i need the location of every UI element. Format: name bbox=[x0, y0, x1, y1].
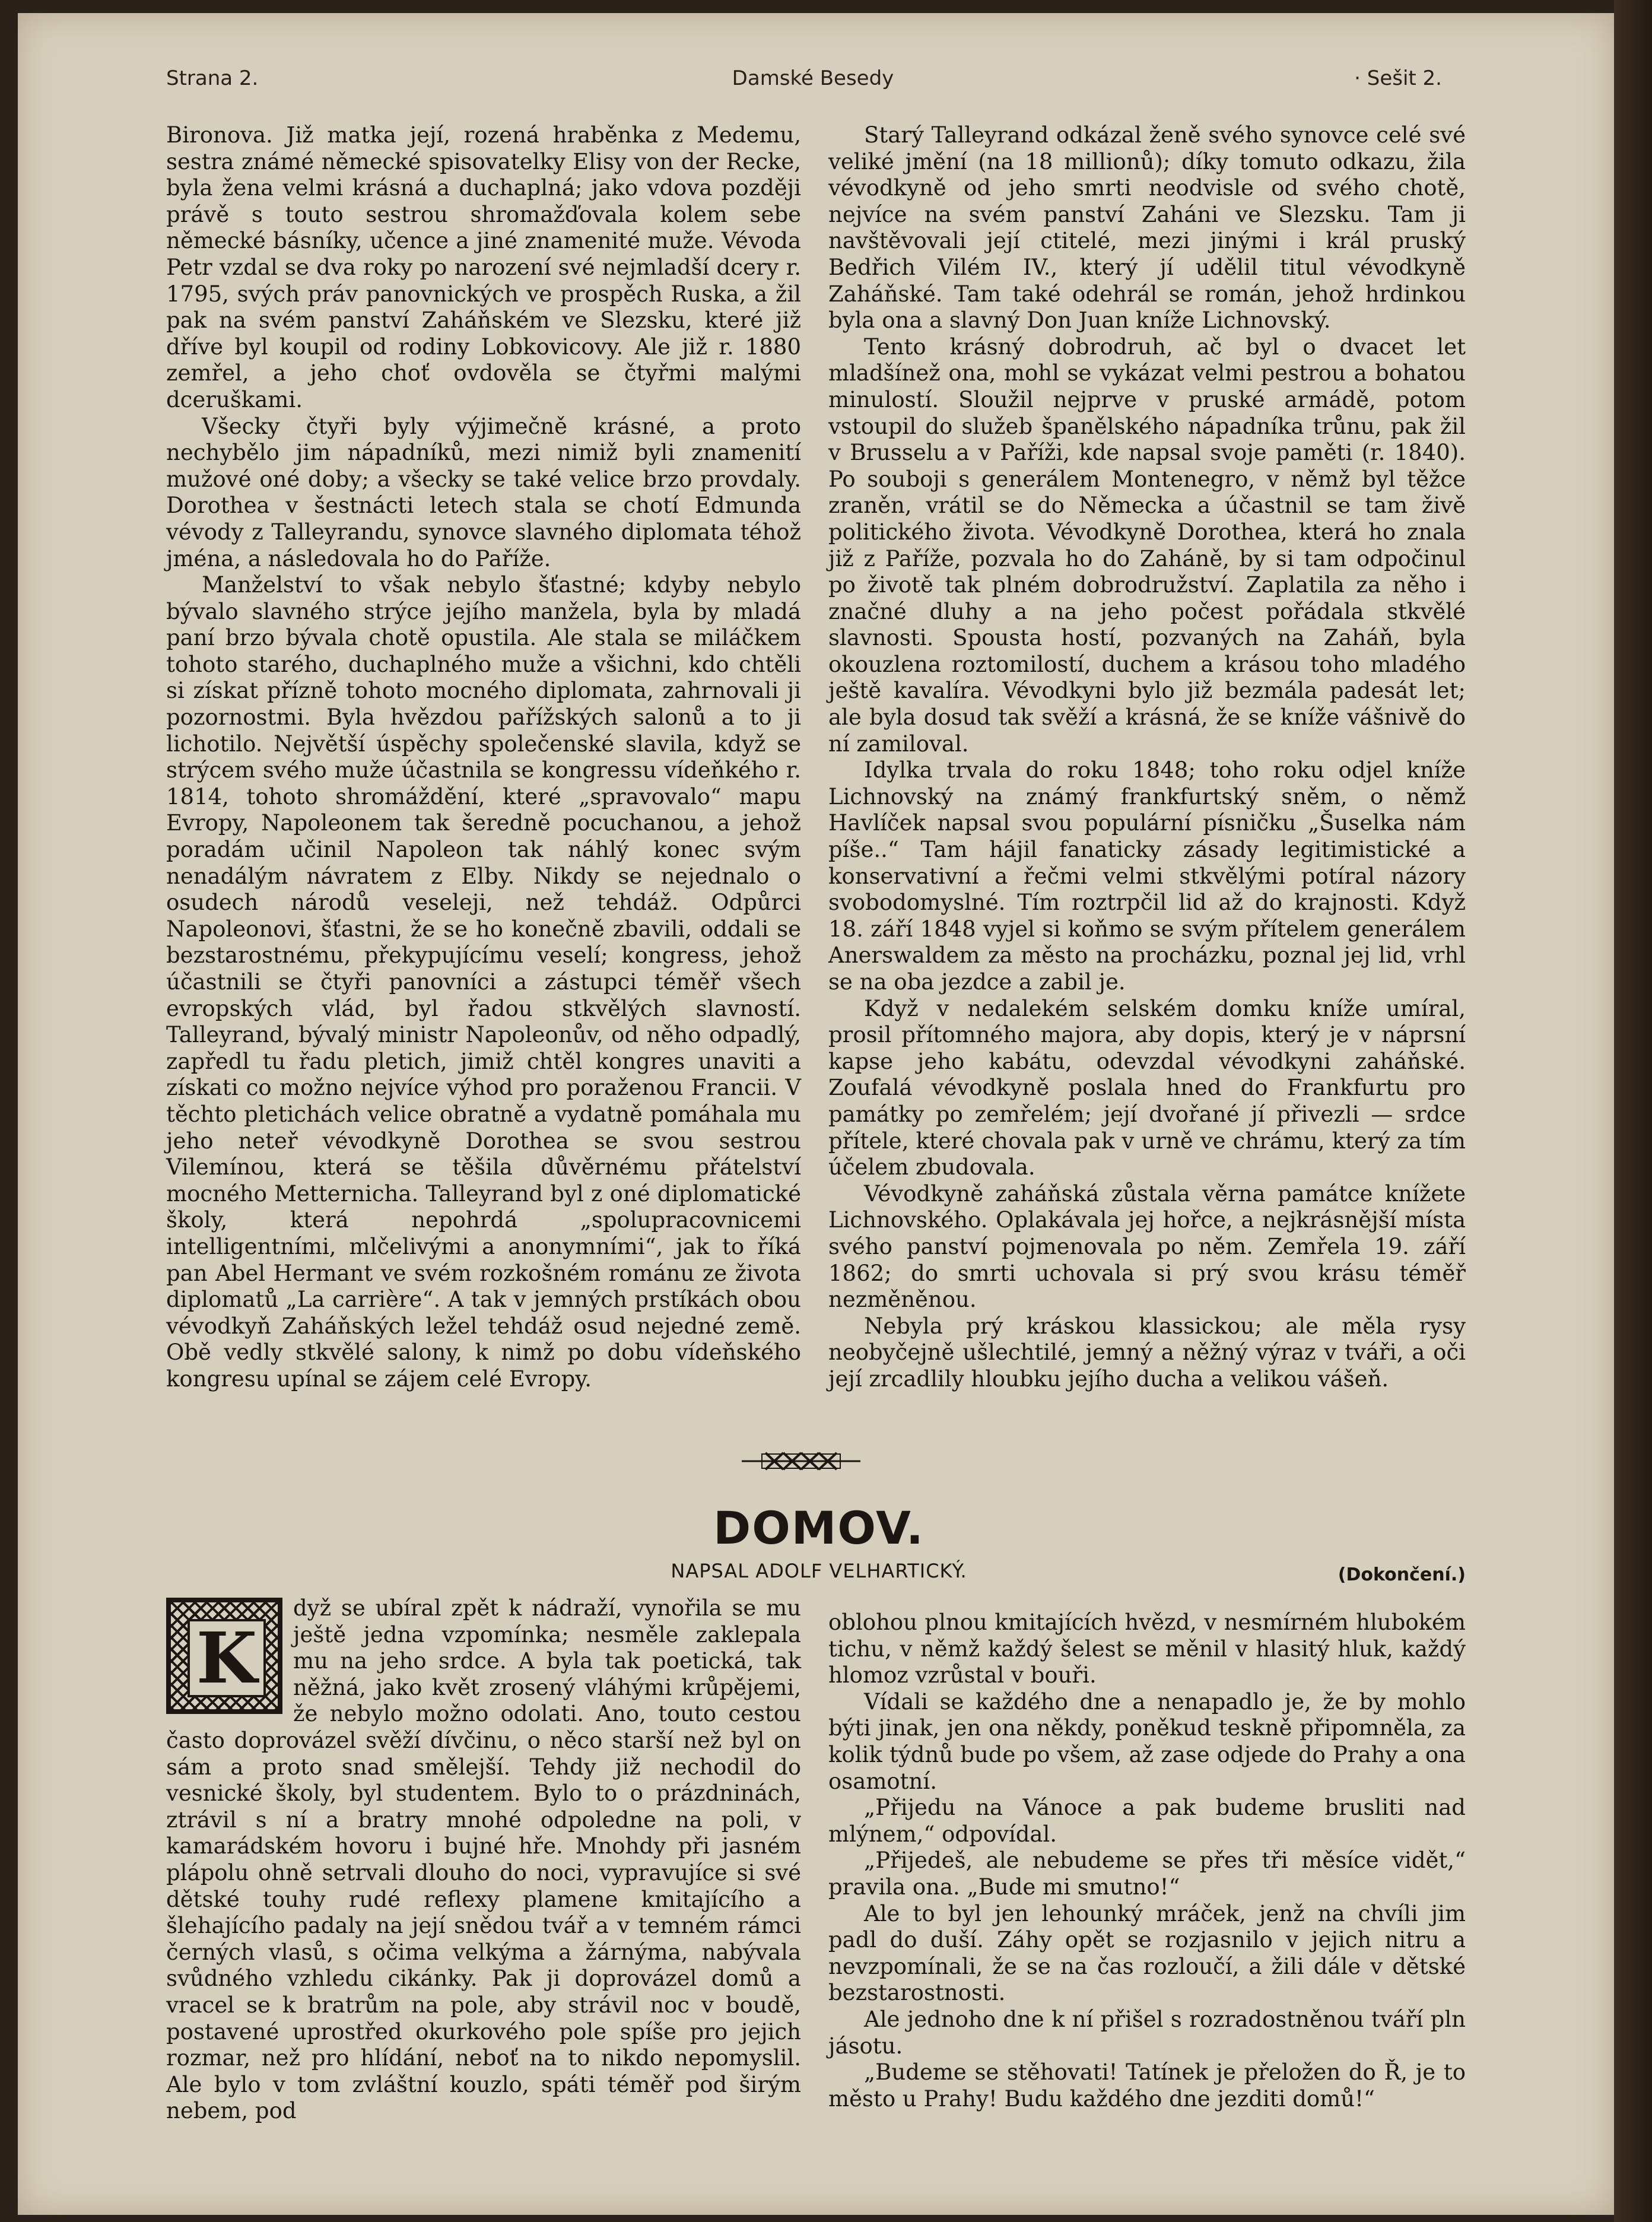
story-byline: NAPSAL ADOLF VELHARTICKÝ. bbox=[671, 1560, 967, 1582]
story-title: DOMOV. bbox=[713, 1502, 925, 1554]
drop-cap-letter: K bbox=[188, 1619, 266, 1697]
issue-number-header: · Sešit 2. bbox=[1354, 66, 1442, 90]
paragraph: „Přijedeš, ale nebudeme se přes tři měsíce vidět,“ pravila ona. „Bude mi smutno!“ bbox=[828, 1848, 1466, 1900]
paragraph: Tento krásný dobrodruh, ač byl o dvacet let mladšínež ona, mohl se vykázat velmi pestrou a bohatou minulostí. Sloužil nejprve v pruské armádě, potom vstoupil do služeb španělského nápadníka trůnu, pak žil v Brusselu a v Paříži, kde napsal svoje paměti (r. 1840). Po souboji s generálem Montenegro, v němž byl těžce zraněn, vrátil se do Německa a účastnil se tam živě politického života. Vévodkyně Dorothea, která ho znala již z Paříže, pozvala ho do Zaháně, by si tam odpočinul po životě tak plném dobrodružství. Zaplatila za něho i značné dluhy a na jeho počest pořádala stkvělé slavnosti. Spousta hostí, pozvaných na Zaháň, byla okouzlena roztomilostí, duchem a krásou toho mladého ještě kavalíra. Vévodkyni bylo již bezmála padesát let; ale byla dosud tak svěží a krásná, že se kníže vášnivě do ní zamiloval. bbox=[828, 334, 1466, 757]
page-number-header: Strana 2. bbox=[166, 66, 259, 90]
paragraph: Když v nedalekém selském domku kníže umíral, prosil přítomného majora, aby dopis, který je v náprsní kapse jeho kabátu, odevzdal vévodkyni zaháňské. Zoufalá vévodkyně poslala hned do Frankfurtu pro památky po zemřelém; její dvořané jí přivezli — srdce přítele, které chovala pak v urně ve chrámu, který za tím účelem zbudovala. bbox=[828, 995, 1466, 1180]
paragraph: Ale to byl jen lehounký mráček, jenž na chvíli jim padl do duší. Záhy opět se rozjasnilo v jejich nitru a nevzpomínali, že se na čas rozloučí, a žili dále v dětské bezstarostnosti. bbox=[828, 1900, 1466, 2006]
paragraph: Vídali se každého dne a nenapadlo je, že by mohlo býti jinak, jen ona někdy, poněkud teskně připomněla, za kolik týdnů bude po všem, až zase odjede do Prahy a ona osamotní. bbox=[828, 1688, 1466, 1794]
paragraph: dyž se ubíral zpět k nádraží, vynořila se mu ještě jedna vzpomínka; nesměle zaklepala mu na jeho srdce. A byla tak poetická, tak něžná, jako květ zrosený vláhými krůpějemi, že nebylo možno odolati. Ano, touto cestou často doprovázel svěží dívčinu, o něco starší než byl on sám a proto snad smělejší. Tehdy již nechodil do vesnické školy, byl studentem. Bylo to o prázdninách, ztrávil s ní a bratry mnohé odpoledne na poli, v kamarádském hovoru i bujné hře. Mnohdy při jasném plápolu ohně setrvali dlouho do noci, vypravujíce si své dětské touhy rudé reflexy plamene kmitajícího a šlehajícího padaly na její snědou tvář a v temném rámci černých vlasů, s očima velkýma a žárnýma, nabývala svůdného vzhledu cikánky. Pak ji doprovázel domů a vracel se k bratrům na pole, aby strávil noc v boudě, postavené uprostřed okurkového pole spíše pro jejich rozmar, než pro hlídání, neboť na to nikdo nepomyslil. Ale bylo v tom zvláštní kouzlo, spáti téměř pod širým nebem, pod bbox=[166, 1595, 801, 2124]
paragraph: Nebyla prý kráskou klassickou; ale měla rysy neobyčejně ušlechtilé, jemný a něžný výraz v tváři, a oči její zrcadlily hloubku jejího ducha a velikou vášeň. bbox=[828, 1313, 1466, 1392]
paragraph: „Přijedu na Vánoce a pak budeme brusliti nad mlýnem,“ odpovídal. bbox=[828, 1795, 1466, 1847]
book-binding-edge bbox=[1614, 0, 1652, 2222]
article-column-left bbox=[166, 122, 801, 1393]
paragraph: Všecky čtyři byly výjimečně krásné, a proto nechybělo jim nápadníků, mezi nimiž byli znamenití mužové oné doby; a všecky se také velice brzo provdaly. Dorothea v šestnácti letech stala se chotí Edmunda vévody z Talleyrandu, synovce slavného diplomata téhož jména, a následovala ho do Paříže. bbox=[166, 413, 801, 572]
article-column-right bbox=[828, 122, 1466, 1393]
story-column-right bbox=[828, 1610, 1466, 2112]
continuation-note: (Dokončení.) bbox=[1338, 1564, 1466, 1585]
paragraph: Bironova. Již matka její, rozená hraběnka z Medemu, sestra známé německé spisovatelky Elisy von der Recke, byla žena velmi krásná a duchaplná; jako vdova později právě s touto sestrou shromažďovala kolem sebe německé básníky, učence a jiné znamenité muže. Vévoda Petr vzdal se dva roky po narození své nejmladší dcery r. 1795, svých práv panovnických ve prospěch Ruska, a žil pak na svém panství Zaháňském ve Slezsku, které již dříve byl koupil od rodiny Lobkovicovy. Ale již r. 1880 zemřel, a jeho choť ovdověla se čtyřmi malými dceruškami. bbox=[166, 122, 801, 412]
section-divider-ornament bbox=[742, 1448, 860, 1474]
paragraph: Manželství to však nebylo šťastné; kdyby nebylo bývalo slavného strýce jejího manžela, byla by mladá paní brzo bývala chotě opustila. Ale stala se miláčkem tohoto starého, duchaplného muže a všichni, kdo chtěli si získat přízně tohoto mocného diplomata, zahrnovali ji pozornostmi. Byla hvězdou pařížských salonů a to ji lichotilo. Největší úspěchy společenské slavila, když se strýcem svého muže účastnila se kongressu vídeňkého r. 1814, tohoto shromáždění, které „spravovalo“ mapu Evropy, Napoleonem tak šeredně pocuchanou, a jehož poradám učinil Napoleon tak náhlý konec svým nenadálým návratem z Elby. Nikdy se nejednalo o osudech národů veseleji, než tehdáž. Odpůrci Napoleonovi, šťastni, že se ho konečně zbavili, oddali se bezstarostnému, překypujícímu veselí; kongress, jehož účastnili se čtyři panovníci a zástupci téměř všech evropských vlád, byl řadou stkvělých slavností. Talleyrand, bývalý ministr Napoleonův, od něho odpadlý, zapředl tu řadu pletich, jimiž chtěl kongres unaviti a získati co možno nejvíce výhod pro poraženou Francii. V těchto pletichách velice obratně a vydatně pomáhala mu jeho neteř vévodkyně Dorothea se svou sestrou Vilemínou, která se těšila důvěrnému přátelství mocného Metternicha. Talleyrand byl z oné diplomatické školy, která nepohrdá „spolupracovnicemi intelligentními, mlčelivými a anonymními“, jak to říká pan Abel Hermant ve svém rozkošném románu ze života diplomatů „La carrière“. A tak v jemných prstíkách obou vévodkyň Zaháňských ležel tehdáž osud nejedné země. Obě vedly stkvělé salony, k nimž po dobu vídeňského kongresu upínal se zájem celé Evropy. bbox=[166, 572, 801, 1392]
magazine-title-header: Damské Besedy bbox=[732, 66, 894, 90]
ornamental-drop-cap bbox=[166, 1598, 282, 1714]
paragraph: „Budeme se stěhovati! Tatínek je přeložen do Ř, je to město u Prahy! Budu každého dne jezditi domů!“ bbox=[828, 2059, 1466, 2112]
paragraph: Vévodkyně zaháňská zůstala věrna památce knížete Lichnovského. Oplakávala jej hořce, a nejkrásnější místa svého panství pojmenovala po něm. Zemřela 19. září 1862; do smrti uchovala si prý svou krásu téměř nezměněnou. bbox=[828, 1180, 1466, 1313]
paragraph: Ale jednoho dne k ní přišel s rozradostněnou tváří pln jásotu. bbox=[828, 2006, 1466, 2059]
paragraph: Starý Talleyrand odkázal ženě svého synovce celé své veliké jmění (na 18 millionů); díky tomuto odkazu, žila vévodkyně od jeho smrti neodvisle od svého chotě, nejvíce na svém panství Zaháni ve Slezsku. Tam ji navštěvovali její ctitelé, mezi jinými i král pruský Bedřich Vilém IV., který jí udělil titul vévodkyně Zaháňské. Tam také odehrál se román, jehož hrdinkou byla ona a slavný Don Juan kníže Lichnovský. bbox=[828, 122, 1466, 334]
paragraph: oblohou plnou kmitajících hvězd, v nesmírném hlubokém tichu, v němž každý šelest se měnil v hlasitý hluk, každý hlomoz vzrůstal v bouři. bbox=[828, 1610, 1466, 1688]
paragraph: Idylka trvala do roku 1848; toho roku odjel kníže Lichnovský na známý frankfurtský sněm, o němž Havlíček napsal svou populární písničku „Šuselka nám píše..“ Tam hájil fanaticky zásady legitimistické a konservativní a řečmi velmi stkvělými potíral názory svobodomyslné. Tím roztrpčil lid až do krajnosti. Když 18. září 1848 vyjel si koňmo se svým přítelem generálem Anerswaldem za město na procházku, poznal jej lid, vrhl se na oba jezdce a zabil je. bbox=[828, 757, 1466, 995]
story-column-left bbox=[166, 1595, 801, 2125]
